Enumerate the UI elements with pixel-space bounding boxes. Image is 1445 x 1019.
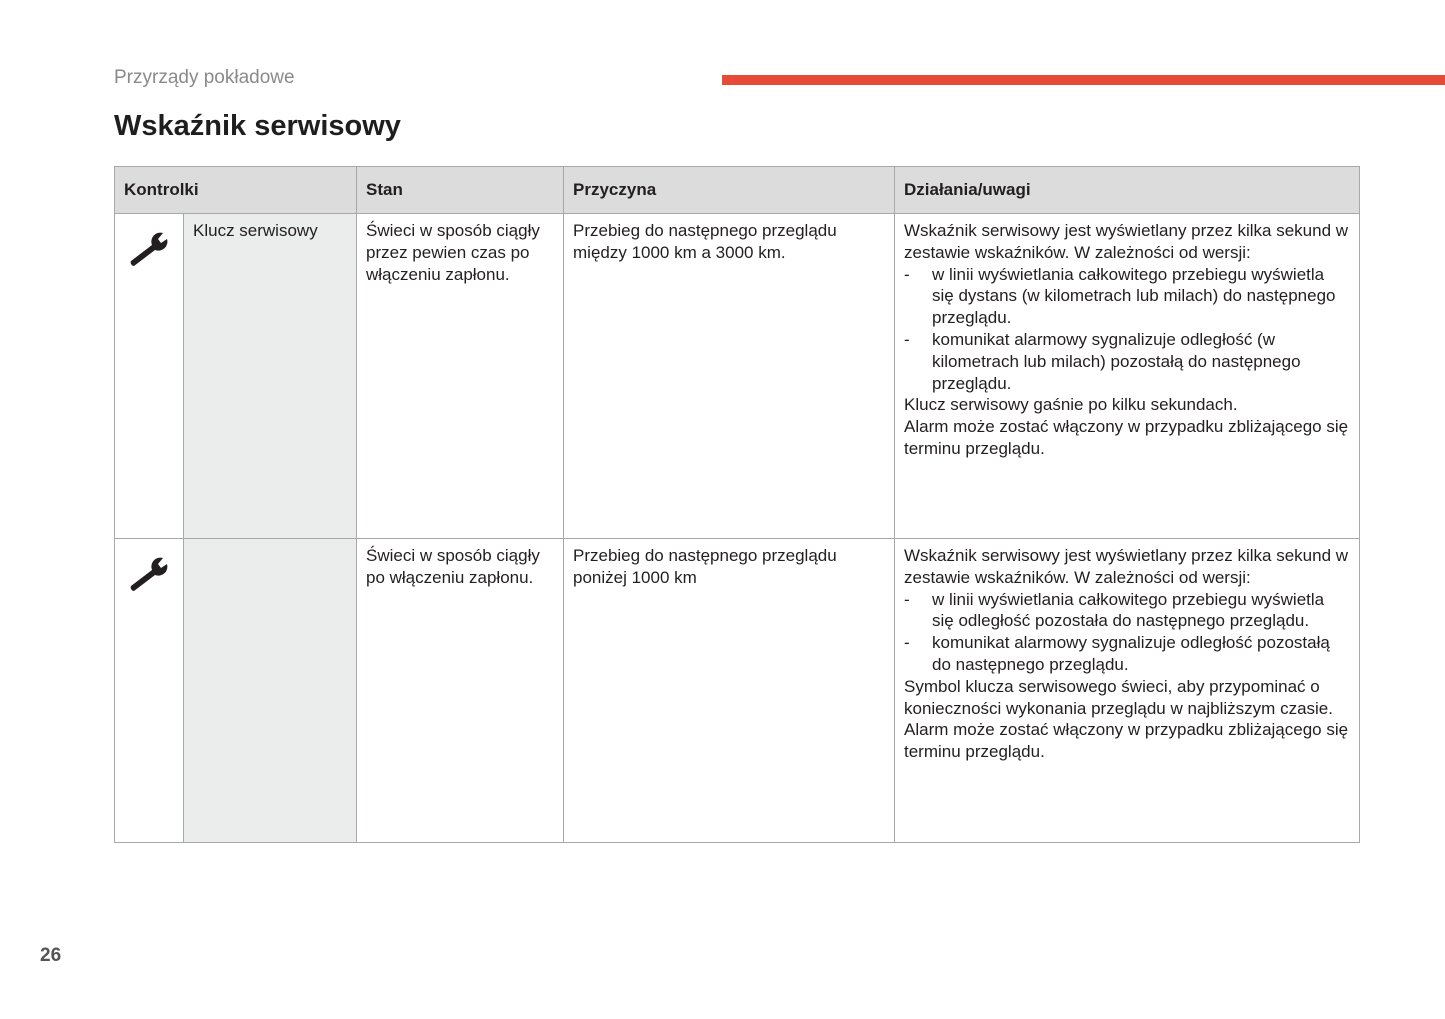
action-intro: Wskaźnik serwisowy jest wyświetlany przez kilka sekund w zestawie wskaźników. W zależności od wersji: — [904, 221, 1349, 262]
icon-cell — [115, 539, 184, 843]
table-row — [115, 214, 1360, 539]
table-row — [115, 539, 1360, 843]
wrench-icon — [125, 228, 171, 268]
action-intro: Wskaźnik serwisowy jest wyświetlany przez kilka sekund w zestawie wskaźników. W zależności od wersji: — [904, 546, 1349, 587]
list-item: - w linii wyświetlania całkowitego przebiegu wyświetla się odległość pozostała do następnego przeglądu. — [904, 589, 1350, 633]
column-header: Przyczyna — [564, 167, 895, 214]
cause-cell: Przebieg do następnego przeglądu poniżej 1000 km — [564, 539, 895, 843]
icon-cell — [115, 214, 184, 539]
state-cell: Świeci w sposób ciągły przez pewien czas po włączeniu zapłonu. — [357, 214, 564, 539]
action-note: Alarm może zostać włączony w przypadku zbliżającego się terminu przeglądu. — [904, 720, 1349, 762]
section-label: Przyrządy pokładowe — [114, 67, 295, 88]
indicator-name: Klucz serwisowy — [184, 214, 357, 539]
indicator-name — [184, 539, 357, 843]
accent-bar — [722, 75, 1445, 85]
list-item: - komunikat alarmowy sygnalizuje odległość (w kilometrach lub milach) pozostałą do następnego przeglądu. — [904, 329, 1350, 394]
list-item: - w linii wyświetlania całkowitego przebiegu wyświetla się dystans (w kilometrach lub milach) do następnego przeglądu. — [904, 264, 1350, 329]
action-list — [904, 264, 1350, 395]
list-item: - komunikat alarmowy sygnalizuje odległość pozostałą do następnego przeglądu. — [904, 632, 1350, 676]
action-note: Alarm może zostać włączony w przypadku zbliżającego się terminu przeglądu. — [904, 417, 1349, 458]
table-header-row — [115, 167, 1360, 214]
page-number: 26 — [40, 945, 62, 966]
page-title: Wskaźnik serwisowy — [114, 110, 401, 142]
state-cell: Świeci w sposób ciągły po włączeniu zapłonu. — [357, 539, 564, 843]
action-list — [904, 589, 1350, 676]
wrench-icon — [125, 553, 171, 593]
column-header: Kontrolki — [115, 167, 357, 214]
column-header: Stan — [357, 167, 564, 214]
action-cell — [895, 214, 1360, 539]
column-header: Działania/uwagi — [895, 167, 1360, 214]
action-cell — [895, 539, 1360, 843]
indicator-table — [114, 166, 1360, 843]
action-note: Klucz serwisowy gaśnie po kilku sekundach. — [904, 395, 1238, 415]
cause-cell: Przebieg do następnego przeglądu między 1000 km a 3000 km. — [564, 214, 895, 539]
action-note: Symbol klucza serwisowego świeci, aby przypominać o konieczności wykonania przeglądu w najbliższym czasie. — [904, 676, 1333, 718]
